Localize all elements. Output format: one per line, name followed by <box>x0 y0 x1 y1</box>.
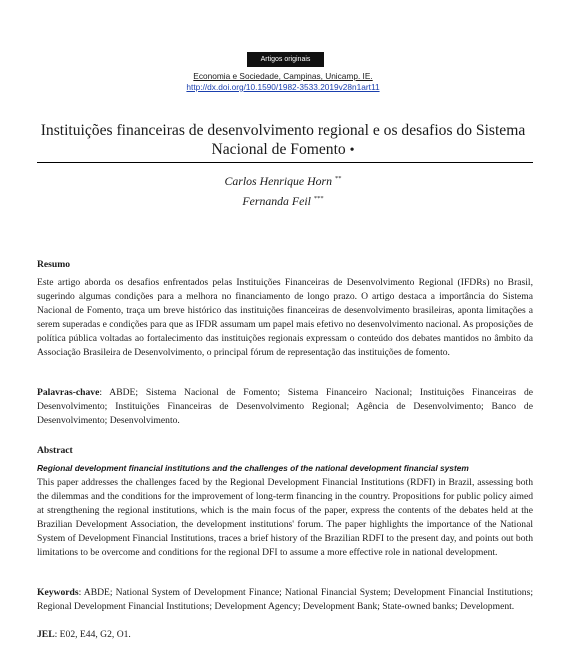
keywords-text: : ABDE; National System of Development Finance; National Financial System; Development Financial Institutions; Regional Development Financial Institutions; Development Agency; Development Bank; State-owned banks; Development. <box>37 587 533 612</box>
author-name: Fernanda Feil <box>242 194 311 208</box>
author-footnote-marker[interactable]: ** <box>334 175 342 182</box>
author-1 <box>0 170 566 190</box>
author-footnote-marker[interactable]: *** <box>313 195 324 202</box>
section-badge: Artigos originais <box>247 52 324 67</box>
resumo-heading: Resumo <box>37 259 71 270</box>
article-title-text: Instituições financeiras de desenvolvimento regional e os desafios do Sistema Nacional de Fomento <box>40 122 526 158</box>
palavras-chave-text: : ABDE; Sistema Nacional de Fomento; Sistema Financeiro Nacional; Instituições Financeiras de Desenvolvimento; Instituições Financeiras de Desenvolvimento Regional; Agência de Desenvolvimento; Banco de Desenvolvimento; Desenvolvimento. <box>37 387 533 426</box>
keywords-label: Keywords <box>37 587 79 598</box>
palavras-chave <box>37 386 533 428</box>
jel-label: JEL <box>37 629 55 640</box>
author-2 <box>0 190 566 210</box>
article-title <box>30 121 536 160</box>
abstract-heading: Abstract <box>37 445 73 456</box>
english-title: Regional development financial institutions and the challenges of the national development financial system <box>37 463 469 473</box>
jel-text: : E02, E44, G2, O1. <box>54 629 131 640</box>
doi-link[interactable]: http://dx.doi.org/10.1590/1982-3533.2019v28n1art11 <box>186 82 380 92</box>
keywords <box>37 586 533 614</box>
title-footnote-marker[interactable]: • <box>349 143 355 158</box>
author-name: Carlos Henrique Horn <box>224 174 333 188</box>
title-divider <box>37 162 533 163</box>
jel-codes <box>37 628 533 642</box>
journal-citation: Economia e Sociedade, Campinas, Unicamp. IE. <box>193 71 373 81</box>
palavras-chave-label: Palavras-chave <box>37 387 100 398</box>
abstract-text: This paper addresses the challenges faced by the Regional Development Financial Institutions (RDFI) in Brazil, assessing both the dilemmas and the conditions for the improvement of long-term financing in the country. Propositions for public policy aimed at strengthening the regional institutions, which is the main focus of the paper, express the contents of the debates held at the Brazilian Development Association, the development institutions' forum. The paper highlights the importance of the National System of Development Financial Institutions, traces a brief history of the Brazilian RDFI to the present day, and points out both limitations to be overcome and conditions for the regional DFI to assume a more effective role in national development. <box>37 477 533 558</box>
resumo-text: Este artigo aborda os desafios enfrentados pelas Instituições Financeiras de Desenvolvimento Regional (IFDRs) no Brasil, sugerindo algumas condições para a melhora no financiamento de longo prazo. O artigo destaca a importância do Sistema Nacional de Fomento, traça um breve histórico das instituições financeiras de desenvolvimento brasileiras, aponta limitações a serem superadas e condições para que as IFDR assumam um papel mais efetivo no desenvolvimento nacional. As proposições de política pública voltadas ao fortalecimento das instituições regionais expressam o conteúdo dos debates mantidos no âmbito da Associação Brasileira de Desenvolvimento, o principal fórum de representação das instituições de fomento. <box>37 277 533 358</box>
author-list <box>0 170 566 210</box>
journal-header <box>0 71 566 93</box>
